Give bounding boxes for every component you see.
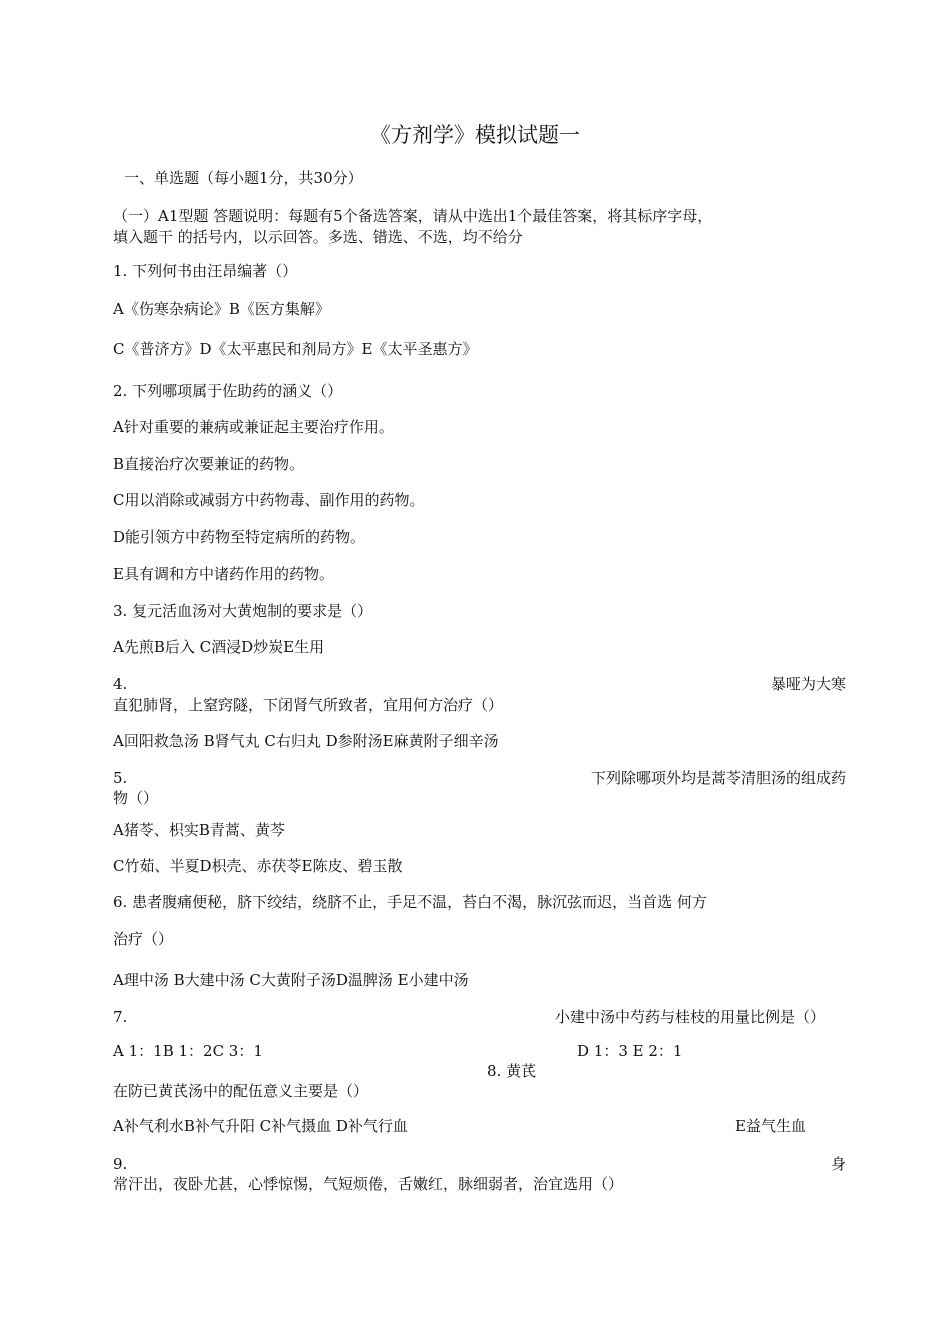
question-2-option-b: B直接治疗次要兼证的药物。	[113, 455, 305, 473]
question-1-stem: 1. 下列何书由汪昂编著（）	[113, 262, 298, 280]
question-5-number: 5.	[113, 769, 128, 787]
question-7-number: 7.	[113, 1008, 128, 1026]
instruction-line-2: 填入题干 的括号内，以示回答。多选、错选、不选，均不给分	[113, 228, 523, 246]
question-4-options: A回阳救急汤 B肾气丸 C右归丸 D参附汤E麻黄附子细辛汤	[113, 732, 499, 750]
question-3-stem: 3. 复元活血汤对大黄炮制的要求是（）	[113, 602, 373, 620]
question-8-options-right: E益气生血	[735, 1117, 806, 1135]
question-8-stem-continued: 在防已黄芪汤中的配伍意义主要是（）	[113, 1082, 369, 1100]
question-5-stem-start: 下列除哪项外均是蒿苓清胆汤的组成药	[590, 769, 846, 787]
question-9-stem-start: 身	[830, 1155, 846, 1173]
section-heading: 一、单选题（每小题1分，共30分）	[124, 169, 363, 187]
question-4-stem-continued: 直犯肺肾，上窒窍隧，下闭肾气所致者，宜用何方治疗（）	[113, 696, 504, 714]
question-8-options-left: A补气利水B补气升阳 C补气摄血 D补气行血	[113, 1117, 408, 1135]
question-4-number: 4.	[113, 675, 128, 693]
question-2-option-a: A针对重要的兼病或兼证起主要治疗作用。	[113, 418, 394, 436]
question-4-stem-start: 暴哑为大寒	[770, 675, 846, 693]
question-5-options-line-2: C竹茹、半夏D枳壳、赤茯苓E陈皮、碧玉散	[113, 857, 403, 875]
question-2-option-d: D能引领方中药物至特定病所的药物。	[113, 528, 366, 546]
question-7-stem: 小建中汤中芍药与桂枝的用量比例是（）	[554, 1008, 825, 1026]
question-7-options-left: A 1：1B 1：2C 3：1	[113, 1042, 263, 1060]
question-3-options: A先煎B后入 C酒浸D炒炭E生用	[113, 638, 325, 656]
question-6-stem: 6. 患者腹痛便秘，脐下绞结，绕脐不止，手足不温，苔白不渴，脉沉弦而迟，当首选 何方	[113, 893, 707, 911]
question-9-number: 9.	[113, 1155, 128, 1173]
question-1-options-line-1: A《伤寒杂病论》B《医方集解》	[113, 300, 330, 318]
question-5-stem-continued: 物（）	[113, 789, 159, 807]
question-6-options: A理中汤 B大建中汤 C大黄附子汤D温脾汤 E小建中汤	[113, 971, 469, 989]
question-7-options-right: D 1：3 E 2：1	[577, 1042, 683, 1060]
instruction-line-1: （一）A1型题 答题说明：每题有5个备选答案，请从中选出1个最佳答案，将其标序字母，	[113, 207, 713, 225]
exam-title: 《方剂学》模拟试题一	[370, 123, 580, 147]
question-8-stem-start: 8. 黄芪	[487, 1062, 537, 1080]
question-2-option-c: C用以消除或减弱方中药物毒、副作用的药物。	[113, 491, 425, 509]
question-2-stem: 2. 下列哪项属于佐助药的涵义（）	[113, 382, 343, 400]
question-2-option-e: E具有调和方中诸药作用的药物。	[113, 565, 334, 583]
question-9-stem-continued: 常汗出，夜卧尤甚，心悸惊惕，气短烦倦，舌嫩红，脉细弱者，治宜选用（）	[113, 1175, 624, 1193]
question-5-options-line-1: A猪苓、枳实B青蒿、黄芩	[113, 821, 285, 839]
question-6-stem-continued: 治疗（）	[113, 930, 174, 948]
question-1-options-line-2: C《普济方》D《太平惠民和剂局方》E《太平圣惠方》	[113, 340, 478, 358]
